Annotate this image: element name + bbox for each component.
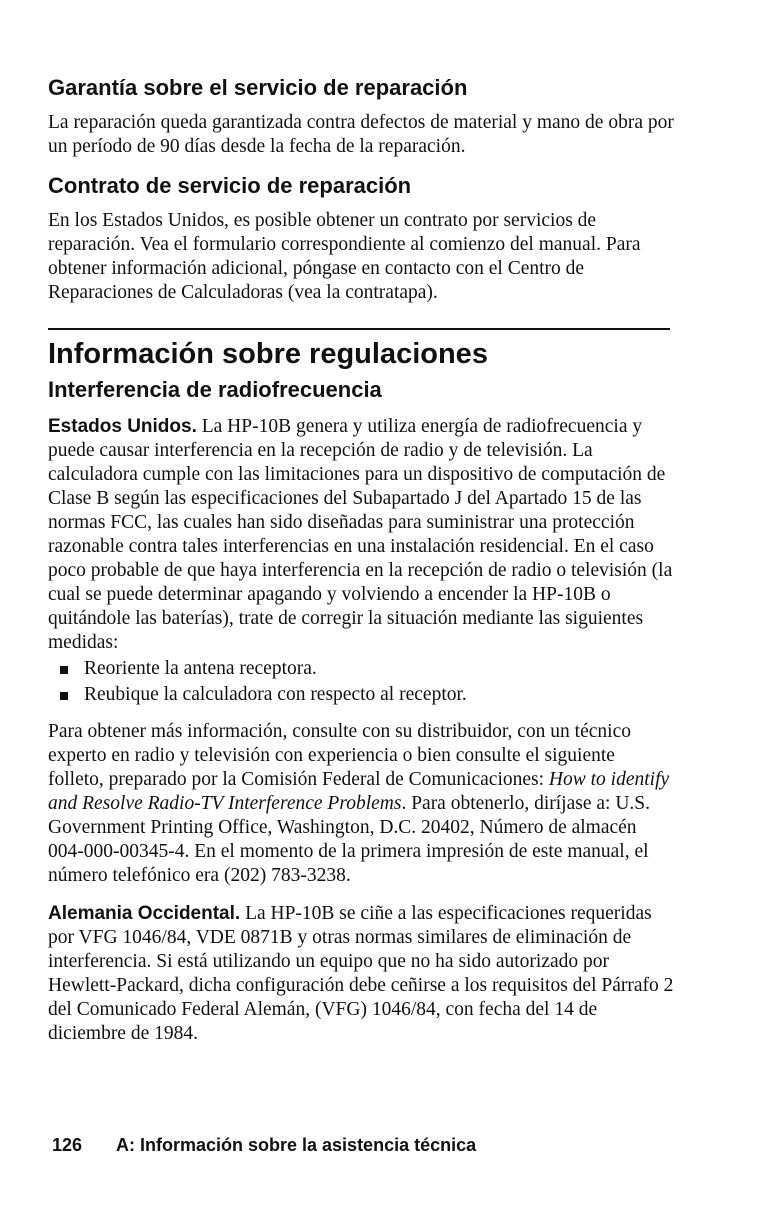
regulations-heading: Información sobre regulaciones — [48, 338, 488, 370]
booklet-title: How to identify and Resolve Radio-TV Interference Problems — [48, 769, 670, 814]
list-item — [48, 683, 674, 707]
page-footer — [52, 1134, 476, 1156]
contract-paragraph: En los Estados Unidos, es posible obtener un contrato por servicios de reparación. Vea el formulario correspondiente al comienzo del manual. Para obtener información adicional, póngase en contacto con el Centro de Reparaciones de Calculadoras (vea la contratapa). — [48, 210, 641, 303]
germany-runin-heading: Alemania Occidental. — [48, 903, 241, 924]
page-content — [48, 72, 674, 1046]
warranty-paragraph: La reparación queda garantizada contra defectos de material y mano de obra por un período de 90 días desde la fecha de la reparación. — [48, 112, 674, 157]
bullet-square-icon — [60, 666, 68, 674]
list-item-text: Reubique la calculadora con respecto al receptor. — [84, 684, 467, 705]
followup-text-end: . Para obtenerlo, diríjase a: U.S. Government Printing Office, Washington, D.C. 20402, Número de almacén 004-000-00345-4. En el momento de la primera impresión de este manual, el número telefónico era (202) 783-3238. — [48, 793, 650, 886]
usa-paragraph — [48, 415, 674, 655]
warranty-heading: Garantía sobre el servicio de reparación — [48, 75, 468, 100]
bullet-square-icon — [60, 692, 68, 700]
contract-heading: Contrato de servicio de reparación — [48, 173, 412, 198]
list-item — [48, 657, 674, 681]
running-title: A: Información sobre la asistencia técnica — [116, 1135, 477, 1155]
section-divider — [48, 328, 670, 330]
page-number: 126 — [52, 1135, 83, 1155]
germany-paragraph-text: La HP-10B se ciñe a las especificaciones requeridas por VFG 1046/84, VDE 0871B y otras normas similares de eliminación de interferencia. Si está utilizando un equipo que no ha sido autorizado por Hewlett-Packard, dicha configuración debe ceñirse a los requisitos del Párrafo 2 del Comunicado Federal Alemán, (VFG) 1046/84, con fecha del 14 de diciembre de 1984. — [48, 903, 674, 1044]
germany-paragraph — [48, 902, 674, 1046]
rf-interference-heading: Interferencia de radiofrecuencia — [48, 377, 382, 402]
remedy-list — [48, 657, 674, 707]
followup-text: Para obtener más información, consulte con su distribuidor, con un técnico experto en radio y televisión con experiencia o bien consulte el siguiente folleto, preparado por la Comisión Federal de Comunicaciones: — [48, 721, 631, 790]
list-item-text: Reoriente la antena receptora. — [84, 658, 317, 679]
usa-paragraph-text: La HP-10B genera y utiliza energía de radiofrecuencia y puede causar interferencia en la recepción de radio y de televisión. La calculadora cumple con las limitaciones para un dispositivo de computación de Clase B según las especificaciones del Subapartado J del Apartado 15 de las normas FCC, las cuales han sido diseñadas para suministrar una protección razonable contra tales interferencias en una instalación residencial. En el caso poco probable de que haya interferencia en la recepción de radio o televisión (la cual se puede determinar apagando y volviendo a encender la HP-10B o quitándole las baterías), trate de corregir la situación mediante las siguientes medidas: — [48, 416, 673, 653]
usa-runin-heading: Estados Unidos. — [48, 416, 197, 437]
followup-paragraph — [48, 720, 674, 888]
